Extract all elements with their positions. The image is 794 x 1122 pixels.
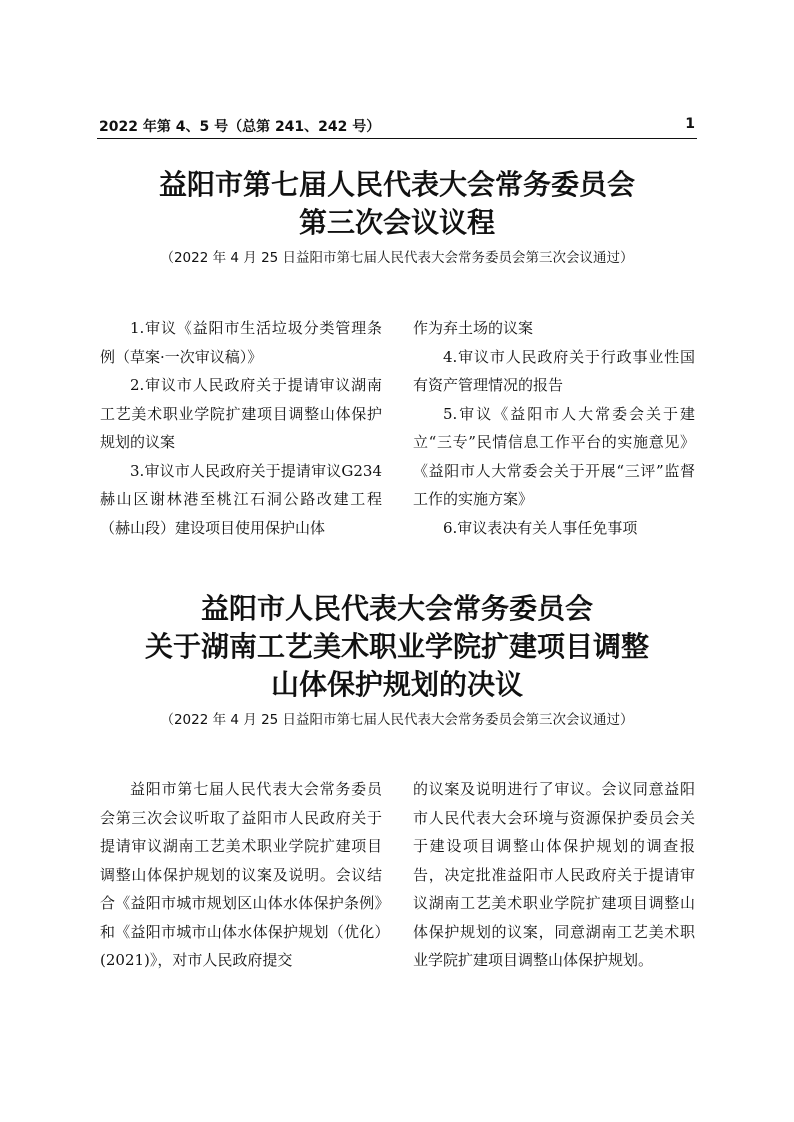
agenda-left-column [100,314,382,542]
agenda-title-block [97,166,697,268]
resolution-body-text-continued: 的议案及说明进行了审议。会议同意益阳市人民代表大会环境与资源保护委员会关于建设项目调整山体保护规划的调查报告，决定批准益阳市人民政府关于提请审议湖南工艺美术职业学院扩建项目调整山体保护规划的议案，同意湖南工艺美术职业学院扩建项目调整山体保护规划。 [413,780,695,969]
resolution-right-column [413,775,695,975]
agenda-item: 5.审议《益阳市人大常委会关于建立“三专”民情信息工作平台的实施意见》《益阳市人大常委会关于开展“三评”监督工作的实施方案》 [413,404,695,508]
resolution-title-line-3: 山体保护规划的决议 [270,668,523,701]
resolution-title-line-1: 益阳市人民代表大会常务委员会 [200,592,593,625]
agenda-title-line-1: 益阳市第七届人民代表大会常务委员会 [158,168,635,201]
agenda-item-continued: 作为弃土场的议案 [413,319,534,337]
page-number: 1 [685,116,695,132]
resolution-adoption-note: （2022 年 4 月 25 日益阳市第七届人民代表大会常务委员会第三次会议通过） [160,712,634,728]
agenda-item: 4.审议市人民政府关于行政事业性国有资产管理情况的报告 [413,347,695,394]
resolution-title-line-2: 关于湖南工艺美术职业学院扩建项目调整 [144,630,649,663]
resolution-body-text: 益阳市第七届人民代表大会常务委员会第三次会议听取了益阳市人民政府关于提请审议湖南工艺美术职业学院扩建项目调整山体保护规划的议案及说明。会议结合《益阳市城市规划区山体水体保护条例》和《益阳市城市山体水体保护规划（优化）(2021)》，对市人民政府提交 [100,780,382,969]
agenda-item: 6.审议表决有关人事任免事项 [443,518,638,537]
agenda-adoption-note: （2022 年 4 月 25 日益阳市第七届人民代表大会常务委员会第三次会议通过） [160,250,634,266]
agenda-item: 2.审议市人民政府关于提请审议湖南工艺美术职业学院扩建项目调整山体保护规划的议案 [100,376,382,451]
agenda-title-line-2: 第三次会议议程 [298,206,495,239]
agenda-right-column [413,314,695,542]
resolution-left-column [100,775,382,975]
agenda-item: 1.审议《益阳市生活垃圾分类管理条例（草案·一次审议稿）》 [100,319,382,366]
agenda-item: 3.审议市人民政府关于提请审议G234 赫山区谢林港至桃江石洞公路改建工程（赫山段）建设项目使用保护山体 [100,461,382,537]
issue-label: 2022 年第 4、5 号（总第 241、242 号） [99,119,381,135]
resolution-title-block [97,590,697,730]
page-header [97,114,697,139]
